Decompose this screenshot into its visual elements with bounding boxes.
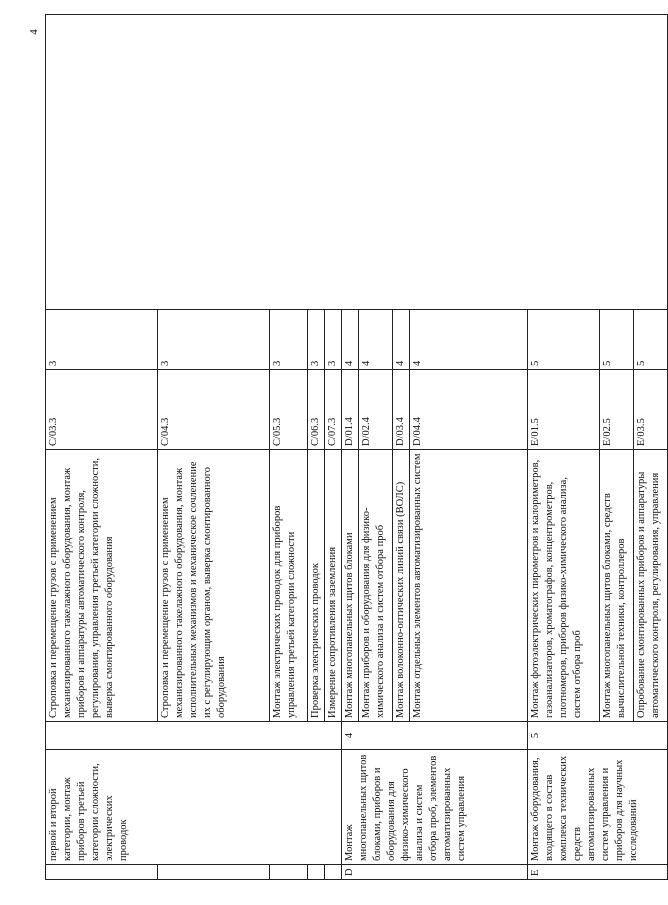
sublevel: 3 <box>46 310 158 370</box>
sublevel: 3 <box>158 310 270 370</box>
labor-function-code: C/05.3 <box>270 370 308 450</box>
sublevel: 3 <box>308 310 325 370</box>
generalized-function-name: первой и второй категории, монтаж приборов третьей категории сложности, электрических проводок <box>46 750 342 865</box>
sublevel: 3 <box>270 310 308 370</box>
labor-function-code: E/02.5 <box>600 370 634 450</box>
generalized-function-name: Монтаж оборудования, входящего в состав комплекса технических средств автоматизированных систем управления и приборов для научных исследований <box>528 750 668 865</box>
sublevel: 5 <box>634 310 668 370</box>
sublevel: 4 <box>410 310 528 370</box>
page-number: 4 <box>28 29 40 35</box>
sublevel: 4 <box>359 310 393 370</box>
generalized-function-code: D <box>342 865 528 880</box>
labor-function-code: C/07.3 <box>325 370 342 450</box>
generalized-function-code <box>46 865 158 880</box>
labor-function-code: D/03.4 <box>393 370 410 450</box>
rotated-page-content <box>45 15 661 880</box>
labor-function-name: Опробование смонтированных приборов и аппаратуры автоматического контроля, регулирования, управления <box>634 450 668 722</box>
empty-column <box>46 15 668 310</box>
labor-function-name: Монтаж электрических проводок для приборов управления третьей категории сложности <box>270 450 308 722</box>
generalized-function-code <box>270 865 308 880</box>
sublevel: 4 <box>342 310 359 370</box>
labor-function-code: C/06.3 <box>308 370 325 450</box>
labor-functions-table <box>45 14 668 880</box>
labor-function-code: C/03.3 <box>46 370 158 450</box>
labor-function-code: C/04.3 <box>158 370 270 450</box>
labor-function-code: E/03.5 <box>634 370 668 450</box>
labor-function-name: Строповка и перемещение грузов с применением механизированного такелажного оборудования, монтаж исполнительных механизмов и механическое сочленение их с регулирующим органом, выверка смонтированного оборудования <box>158 450 270 722</box>
labor-function-name: Монтаж фотоэлектрических пирометров и калориметров, газоанализаторов, хроматографов, концентрометров, плотномеров, приборов физико-химического анализа, систем отбора проб <box>528 450 600 722</box>
qualification-level <box>46 722 342 750</box>
labor-function-code: D/02.4 <box>359 370 393 450</box>
labor-function-code: E/01.5 <box>528 370 600 450</box>
generalized-function-name: Монтаж многопанельных щитов блоками, приборов и оборудования для физико-химического анализа и систем отбора проб, элементов автоматизированных систем управления <box>342 750 528 865</box>
qualification-level: 4 <box>342 722 528 750</box>
labor-function-name: Монтаж приборов и оборудования для физико-химического анализа и систем отбора проб <box>359 450 393 722</box>
labor-function-name: Монтаж волоконно-оптических линий связи (ВОЛС) <box>393 450 410 722</box>
labor-function-name: Проверка электрических проводок <box>308 450 325 722</box>
labor-function-name: Монтаж отдельных элементов автоматизированных систем <box>410 450 528 722</box>
labor-function-name: Строповка и перемещение грузов с применением механизированного такелажного оборудования, монтаж приборов и аппаратуры автоматического контроля, регулирования, управления третьей категории сложности, выверка смонтированного оборудования <box>46 450 158 722</box>
sublevel: 4 <box>393 310 410 370</box>
table-row <box>46 15 158 880</box>
generalized-function-code <box>325 865 342 880</box>
labor-function-name: Измерение сопротивления заземления <box>325 450 342 722</box>
sublevel: 3 <box>325 310 342 370</box>
generalized-function-code <box>158 865 270 880</box>
labor-function-name: Монтаж многопанельных щитов блоками <box>342 450 359 722</box>
generalized-function-code <box>308 865 325 880</box>
labor-function-code: D/04.4 <box>410 370 528 450</box>
sublevel: 5 <box>528 310 600 370</box>
generalized-function-code: E <box>528 865 668 880</box>
sublevel: 5 <box>600 310 634 370</box>
qualification-level: 5 <box>528 722 668 750</box>
labor-function-name: Монтаж многопанельных щитов блоками, средств вычислительной техники, контроллеров <box>600 450 634 722</box>
labor-function-code: D/01.4 <box>342 370 359 450</box>
